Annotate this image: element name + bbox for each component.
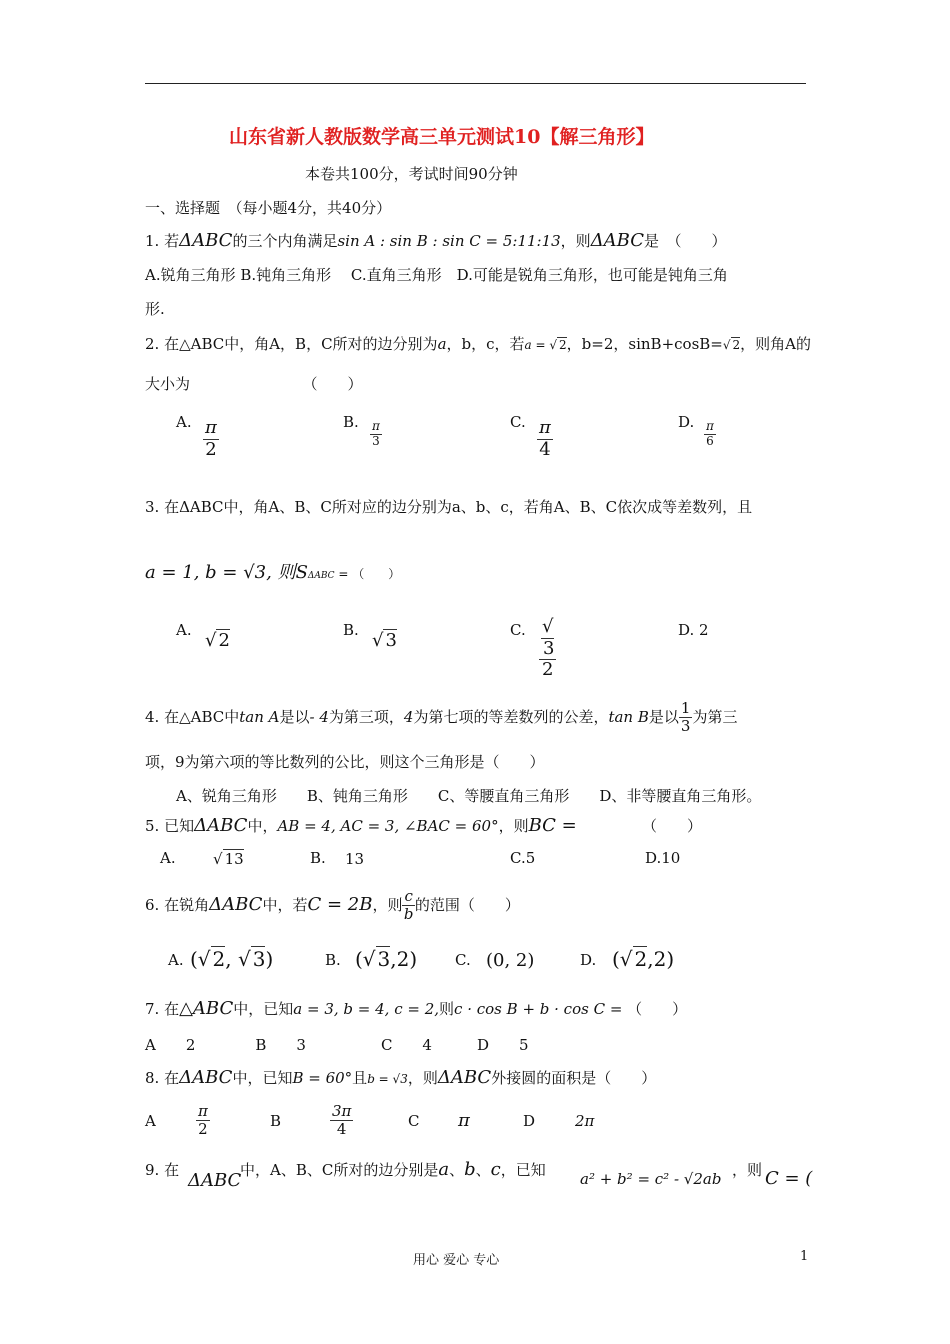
q9-expression: a² + b² = c² - √2ab [580,1170,722,1188]
q2-b-den: 3 [372,433,380,448]
q5-option-d [645,849,680,867]
q2-option-a-label: A. [176,413,192,431]
q4-text-b: 是以 [279,707,310,726]
q8-b-den: 4 [336,1120,347,1139]
q5-condition: AB = 4, AC = 3, ∠BAC = 60° [277,817,499,835]
q1-text-d: 是 （ ） [644,232,727,250]
q6-option-b-label: B. [325,951,341,969]
q2-option-d-label: D. [678,413,695,431]
question-6-stem [145,888,520,924]
q4-text-e: 是以 [648,707,679,726]
question-9-stem [240,1159,546,1180]
q9-sep2: 、 [475,1161,491,1179]
q8-a-num: π [198,1102,208,1120]
q2-a-num: π [205,417,217,438]
q2-option-c-label: C. [510,413,526,431]
q6-frac-num: c [404,887,413,905]
q6-text-a: 6. 在锐角 [145,895,210,914]
question-4-options: A、锐角三角形 B、钝角三角形 C、等腰直角三角形 D、非等腰直角三角形。 [176,787,762,805]
q5-option-d-label: D. [645,849,662,867]
q8-condition-2: b = √3 [367,1072,408,1086]
q9-var-b: b [464,1159,476,1180]
q4-tanA: tan A [239,707,280,726]
q2-a-eq: a = [524,338,550,352]
header-rule [145,83,806,84]
page-number: 1 [800,1249,809,1264]
q2-sqrt2: 2 [559,338,567,352]
q3-option-c-label: C. [510,621,526,639]
q3-option-d: D. 2 [678,621,709,639]
footer-slogan: 用心 爱心 专心 [413,1253,500,1268]
q2-sqrt2-b: 2 [732,338,741,352]
q8-option-b-label: B [270,1112,282,1130]
q2-option-a-value [203,418,219,460]
question-1-options-cont: 形. [145,300,165,318]
q4-four: 4 [403,707,414,726]
q9-var-a: a [438,1159,450,1180]
q6-option-a-label: A. [168,951,184,969]
q5-option-a-label: A. [160,849,176,867]
q7-text-b: 中，已知 [233,1000,294,1018]
q8-option-d-value: 2π [575,1112,595,1130]
q4-tanB: tan B [608,707,649,726]
q5-text-b: 中， [247,817,278,835]
q2-option-b-value [370,420,382,449]
q5-option-d-value: 10 [661,849,681,867]
q1-ratio-expr: sin A : sin B : sin C = 5:11:13 [337,232,561,250]
q2-d-den: 6 [706,433,714,448]
q5-option-c [510,849,535,867]
q7-triangle: △ABC [179,998,234,1019]
q7-text-c: 则 [439,1000,455,1018]
q8-text-b: 中，已知 [232,1069,293,1087]
page-subtitle: 本卷共100分，考试时间90分钟 [305,165,518,183]
q3-a-radicand: 2 [218,630,230,651]
question-7-options: A 2 B 3 C 4 D 5 [145,1036,529,1054]
q2-text-b: ，b，c，若 [446,335,525,353]
q8-text-e: 外接圆的面积是（ ） [491,1069,657,1087]
q2-c-num: π [539,417,551,438]
q8-a-den: 2 [198,1120,208,1139]
question-2-stem: 2. 在△ABC中，角A，B，C所对的边分别为a，b，c，若a = √ 2，b=2，sinB+cosB=√ 2，则角A的 [145,335,811,353]
question-9-stem-a: 9. 在 [145,1161,180,1179]
q8-option-a-value [196,1103,210,1139]
q8-condition-1: B = 60° [292,1069,353,1087]
q2-d-num: π [706,419,714,433]
question-4-stem-cont: 项，9为第六项的等比数列的公比，则这个三角形是（ ） [145,753,545,771]
q6-text-d: 的范围（ ） [414,895,520,914]
question-5-stem [145,815,577,836]
q6-text-b: 中，若 [262,895,308,914]
q8-text-d: ，则 [407,1069,438,1087]
q4-text-a: 4. 在△ABC中 [145,707,240,726]
q5-option-a-value: √ 13 [213,850,244,868]
q7-paren: （ ） [627,1000,688,1018]
q7-expression: c · cos B + b · cos C = [454,1000,628,1018]
q8-option-b-value [330,1103,353,1139]
q2-a-den: 2 [205,438,217,460]
q5-bc: BC = [528,815,577,836]
q3-c-radicand: 3 [543,637,555,659]
question-1-stem [145,230,727,251]
q3-option-b-value: √ 3 [372,630,397,651]
q3-condition: a = 1, b = √3, 则S [145,562,308,583]
q5-triangle: ΔABC [194,815,248,836]
q2-text-c: ，b=2，sinB+cosB= [566,335,723,353]
q1-text-b: 的三个内角满足 [232,232,338,250]
q3-option-a-value: √ 2 [205,630,230,651]
q6-condition: C = 2B [307,893,373,915]
q7-text-a: 7. 在 [145,1000,180,1018]
q4-text-f: 为第三 [692,707,738,726]
q2-var-a: a [437,335,447,353]
q3-option-c-value: √ 3 2 [539,617,556,681]
q6-option-d-value: (√ 2,2) [612,947,675,971]
q5-option-c-value: 5 [525,849,536,867]
q1-text-c: ，则 [560,232,591,250]
q4-text-d: 为第七项的等差数列的公差， [413,707,609,726]
q6-option-d-label: D. [580,951,597,969]
q5-text-a: 5. 已知 [145,817,195,835]
q7-condition: a = 3, b = 4, c = 2, [293,1000,440,1018]
q9-text-d: ，则 [732,1161,763,1179]
q5-option-c-label: C. [510,849,526,867]
q6-option-b-value: (√ 3,2) [355,947,418,971]
q1-triangle-2: ΔABC [590,230,645,251]
q9-answer-prompt: C = ( [765,1168,813,1189]
q4-frac-den: 3 [680,717,691,736]
question-3-stem-cont [145,558,400,584]
q5-a-radicand: 13 [224,850,244,868]
q8-option-d-label: D [523,1112,536,1130]
q3-c-den: 2 [542,659,554,681]
q8-option-c-value: π [458,1110,470,1131]
q2-b-num: π [372,419,380,433]
q2-text-d: ，则角A的 [740,335,811,353]
q4-text-c: 为第三项， [328,707,404,726]
q3-paren: = （ ） [334,567,401,581]
q5-text-c: ，则 [498,817,529,835]
q5-paren: （ ） [642,817,703,835]
q6-option-c-label: C. [455,951,471,969]
question-4-stem [145,700,737,736]
q6-text-c: ，则 [372,895,403,914]
q5-option-b-value: 13 [345,850,365,868]
q3-option-b-label: B. [343,621,359,639]
question-3-stem: 3. 在ΔABC中，角A、B、C所对应的边分别为a、b、c，若角A、B、C依次成等差数列，且 [145,498,753,516]
q6-option-c-value: (0, 2) [486,950,535,971]
q5-option-b-label: B. [310,849,326,867]
section-heading: 一、选择题 （每小题4分，共40分） [145,199,392,217]
question-7-stem [145,998,687,1019]
q4-neg4: - 4 [309,707,329,726]
q8-option-a-label: A [145,1112,156,1130]
q8-text-c: 且 [352,1069,368,1087]
q2-c-den: 4 [539,438,551,460]
q9-text-c: ，已知 [500,1161,546,1179]
q8-triangle-2: ΔABC [437,1067,492,1088]
q6-option-a-value: (√ 2, √ 3) [190,947,274,971]
q2-text-a: 2. 在△ABC中，角A，B，C所对的边分别为 [145,335,438,353]
q2-option-d-value [704,420,716,449]
q6-triangle: ΔABC [209,893,263,915]
q8-b-num: 3π [332,1102,352,1120]
q9-triangle: ΔABC [188,1170,242,1191]
q9-text-b: 中，A、B、C所对的边分别是 [240,1161,439,1179]
question-8-stem [145,1067,656,1088]
q8-option-c-label: C [408,1112,420,1130]
q1-text-a: 1. 若 [145,232,180,250]
page-title: 山东省新人教版数学高三单元测试10【解三角形】 [229,126,655,148]
q2-option-c-value [537,418,553,460]
q9-sep1: 、 [449,1161,465,1179]
q8-triangle: ΔABC [179,1067,233,1088]
q6-frac-den: b [403,905,414,924]
q9-var-c: c [490,1159,501,1180]
q3-area-subscript: ΔABC [307,571,335,581]
question-1-options: A.锐角三角形 B.钝角三角形 C.直角三角形 D.可能是锐角三角形，也可能是钝角三角 [145,266,728,284]
q4-frac-num: 1 [680,699,691,717]
q2-option-b-label: B. [343,413,359,431]
q1-triangle: ΔABC [179,230,233,251]
question-2-stem-cont: 大小为 （ ） [145,375,363,393]
q3-b-radicand: 3 [385,630,397,651]
q8-text-a: 8. 在 [145,1069,180,1087]
q3-option-a-label: A. [176,621,192,639]
